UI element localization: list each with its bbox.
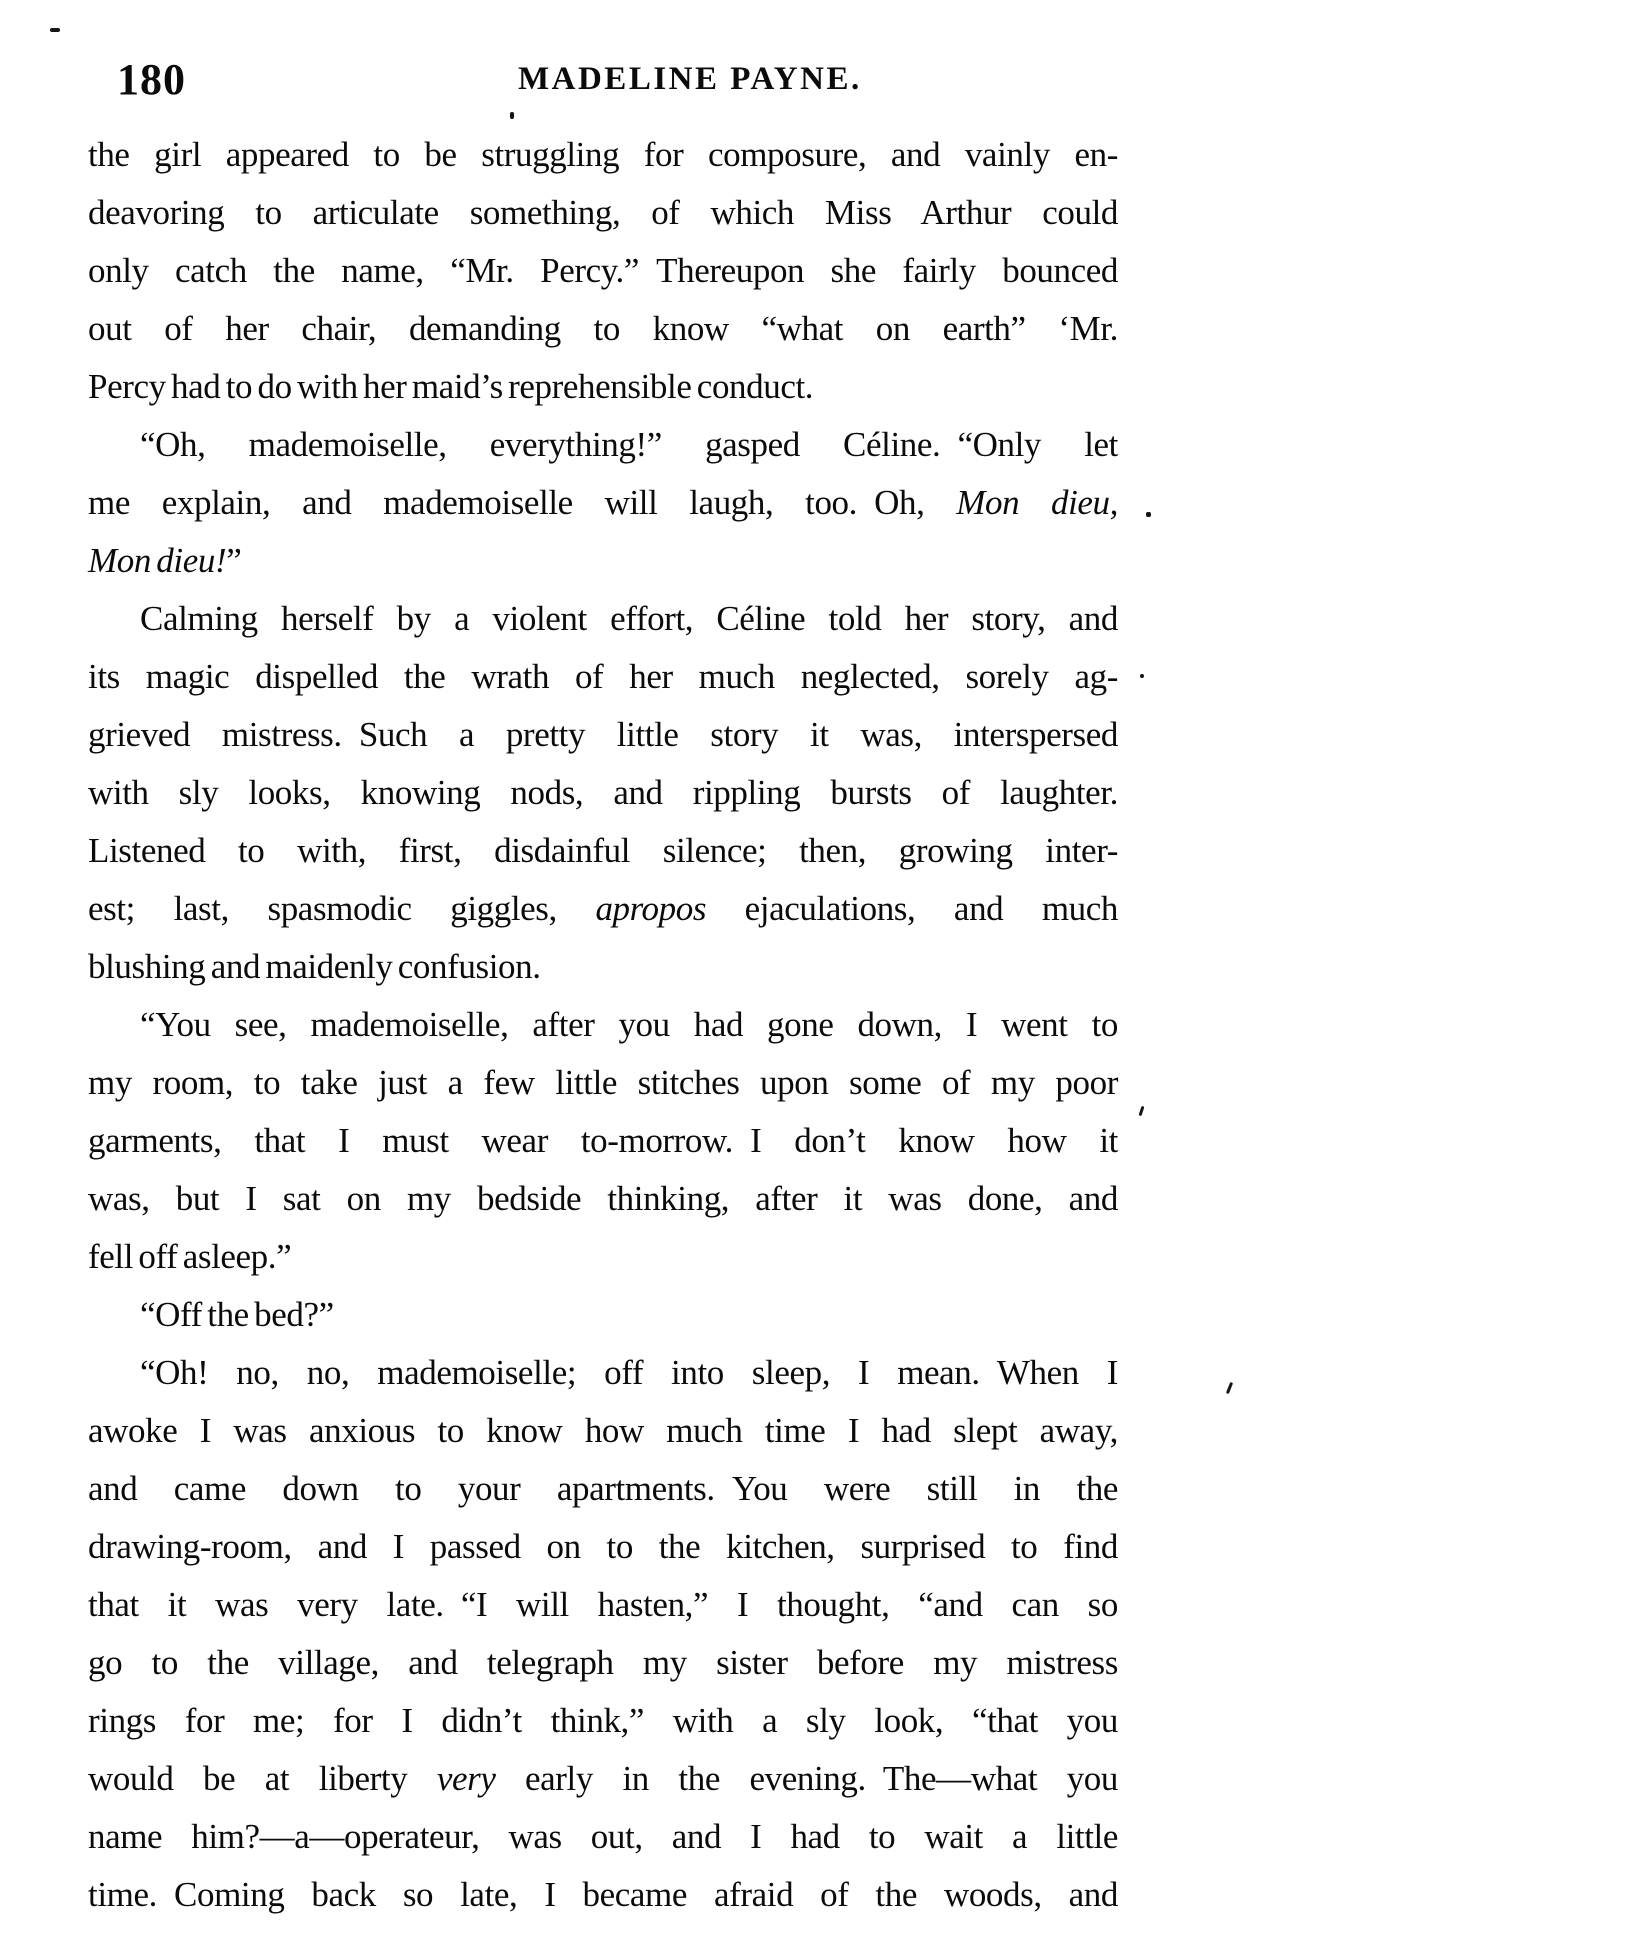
text-segment: deavoring to articulate something, of which Miss Arthur could (88, 193, 1118, 232)
text-line (88, 996, 1118, 1054)
italic-text: Mon dieu! (88, 541, 227, 580)
text-block (88, 126, 1118, 1924)
text-segment: “Oh! no, no, mademoiselle; off into sleep, I mean. When I (140, 1353, 1118, 1392)
scan-speck (1226, 1382, 1233, 1394)
text-segment: grieved mistress. Such a pretty little story it was, interspersed (88, 715, 1118, 754)
text-line (88, 1808, 1118, 1866)
text-line (88, 1518, 1118, 1576)
text-segment: awoke I was anxious to know how much time I had slept away, (88, 1411, 1118, 1450)
running-header: MADELINE PAYNE. (518, 61, 862, 97)
text-segment: Percy had to do with her maid’s reprehensible conduct. (88, 367, 814, 406)
text-segment: “Oh, mademoiselle, everything!” gasped Céline. “Only let (140, 425, 1118, 464)
text-line (88, 1460, 1118, 1518)
text-segment: fell off asleep.” (88, 1237, 292, 1276)
text-line (88, 1344, 1118, 1402)
scan-speck (1140, 674, 1144, 678)
text-line (88, 300, 1118, 358)
text-line (88, 1402, 1118, 1460)
text-segment: garments, that I must wear to-morrow. I don’t know how it (88, 1121, 1118, 1160)
text-line (88, 822, 1118, 880)
text-line (88, 880, 1118, 938)
text-segment: would be at liberty (88, 1759, 437, 1798)
text-line (88, 1286, 1118, 1344)
text-segment: its magic dispelled the wrath of her much neglected, sorely ag- (88, 657, 1118, 696)
text-segment: ” (226, 541, 242, 580)
text-line (88, 1576, 1118, 1634)
page-number: 180 (117, 55, 186, 104)
text-segment: was, but I sat on my bedside thinking, after it was done, and (88, 1179, 1118, 1218)
text-segment: “Off the bed?” (140, 1295, 334, 1334)
italic-text: apropos (595, 889, 707, 928)
text-line (88, 1112, 1118, 1170)
text-segment: go to the village, and telegraph my sister before my mistress (88, 1643, 1118, 1682)
text-segment: time. Coming back so late, I became afraid of the woods, and (88, 1875, 1118, 1914)
text-line (88, 1170, 1118, 1228)
text-segment: with sly looks, knowing nods, and rippling bursts of laughter. (88, 773, 1118, 812)
text-segment: rings for me; for I didn’t think,” with a sly look, “that you (88, 1701, 1118, 1740)
text-segment: drawing-room, and I passed on to the kitchen, surprised to find (88, 1527, 1118, 1566)
scan-speck (1146, 512, 1151, 517)
text-line (88, 590, 1118, 648)
text-line (88, 474, 1118, 532)
text-line (88, 1866, 1118, 1924)
text-line (88, 126, 1118, 184)
text-line (88, 938, 1118, 996)
scan-speck (50, 28, 60, 32)
scan-speck (1139, 1106, 1145, 1116)
scan-speck (510, 112, 514, 119)
text-line (88, 358, 1118, 416)
text-line (88, 1228, 1118, 1286)
text-segment: that it was very late. “I will hasten,” I thought, “and can so (88, 1585, 1118, 1624)
text-line (88, 706, 1118, 764)
text-segment: Listened to with, first, disdainful silence; then, growing inter- (88, 831, 1118, 870)
text-line (88, 242, 1118, 300)
text-line (88, 184, 1118, 242)
text-line (88, 532, 1118, 590)
text-line (88, 764, 1118, 822)
text-line (88, 1750, 1118, 1808)
text-segment: only catch the name, “Mr. Percy.” Thereupon she fairly bounced (88, 251, 1118, 290)
text-segment: est; last, spasmodic giggles, (88, 889, 596, 928)
italic-text: very (436, 1759, 496, 1798)
text-segment: blushing and maidenly confusion. (88, 947, 541, 986)
text-line (88, 1054, 1118, 1112)
text-segment: ejaculations, and much (706, 889, 1118, 928)
text-segment: me explain, and mademoiselle will laugh, too. Oh, (88, 483, 957, 522)
italic-text: Mon dieu, (956, 483, 1118, 522)
text-segment: Calming herself by a violent effort, Céline told her story, and (140, 599, 1118, 638)
text-line (88, 416, 1118, 474)
text-segment: out of her chair, demanding to know “what on earth” ‘Mr. (88, 309, 1118, 348)
text-segment: the girl appeared to be struggling for composure, and vainly en- (88, 135, 1118, 174)
text-segment: and came down to your apartments. You were still in the (88, 1469, 1118, 1508)
text-segment: “You see, mademoiselle, after you had gone down, I went to (140, 1005, 1118, 1044)
text-line (88, 1692, 1118, 1750)
text-segment: my room, to take just a few little stitches upon some of my poor (88, 1063, 1118, 1102)
text-segment: early in the evening. The—what you (495, 1759, 1118, 1798)
text-line (88, 648, 1118, 706)
text-line (88, 1634, 1118, 1692)
text-segment: name him?—a—operateur, was out, and I had to wait a little (88, 1817, 1118, 1856)
